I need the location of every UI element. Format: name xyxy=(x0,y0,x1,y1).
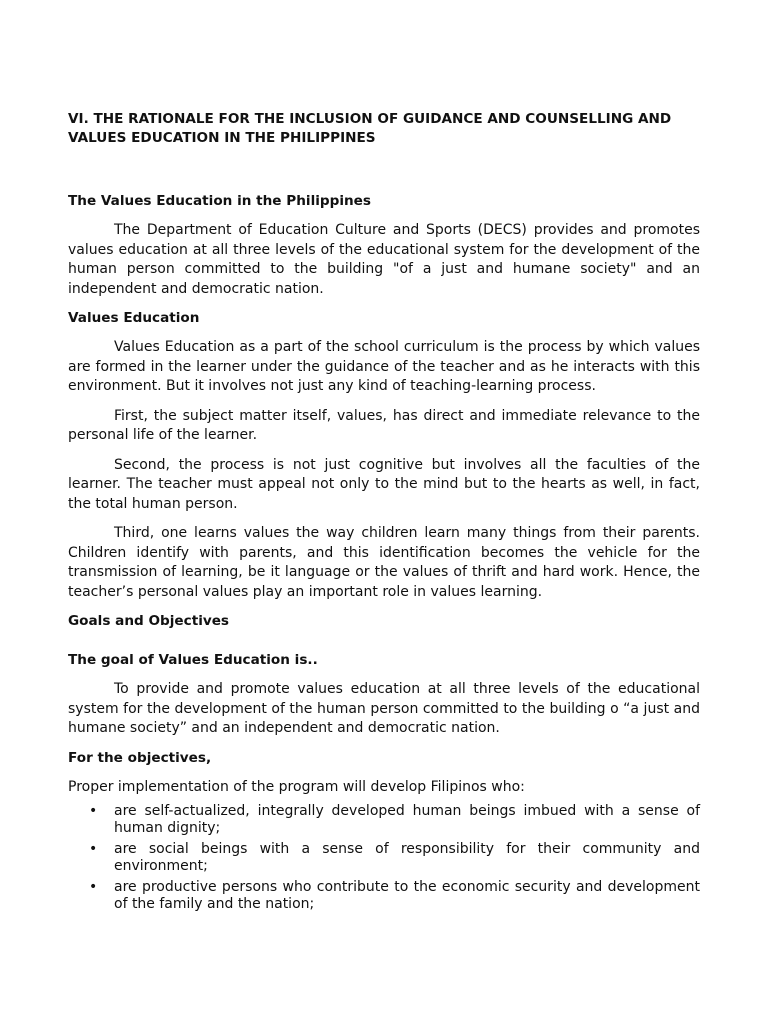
objectives-intro: Proper implementation of the program will develop Filipinos who: xyxy=(68,778,525,795)
list-item xyxy=(68,803,700,837)
list-item xyxy=(68,841,700,875)
list-item-text: are social beings with a sense of responsibility for their community and environment; xyxy=(114,841,700,874)
paragraph-goal: To provide and promote values education at all three levels of the educational system for the development of the human person committed to the building o “a just and humane society” and an independent and democratic nation. xyxy=(68,681,700,736)
goal-title: The goal of Values Education is.. xyxy=(68,652,318,668)
section-title-values-education-philippines: The Values Education in the Philippines xyxy=(68,193,371,209)
section-title-goals-objectives: Goals and Objectives xyxy=(68,613,230,629)
bullet-icon: • xyxy=(89,803,98,819)
paragraph-first: First, the subject matter itself, values, has direct and immediate relevance to the personal life of the learner. xyxy=(68,407,700,443)
paragraph-second: Second, the process is not just cognitive but involves all the faculties of the learner. The teacher must appeal not only to the mind but to the hearts as well, in fact, the total human person. xyxy=(68,456,700,512)
objectives-title: For the objectives, xyxy=(68,749,212,766)
list-item-text: are productive persons who contribute to the economic security and development of the family and the nation; xyxy=(114,879,700,912)
paragraph-decs: The Department of Education Culture and Sports (DECS) provides and promotes values education at all three levels of the educational system for the development of the human person committed to the building "of a just and humane society" and an independent and democratic nation. xyxy=(68,222,700,297)
paragraph-values-education-definition: Values Education as a part of the school curriculum is the process by which values are formed in the learner under the guidance of the teacher and as he interacts with this environment. But it involves not just any kind of teaching-learning process. xyxy=(68,339,700,394)
list-item xyxy=(68,879,700,913)
document-heading: VI. THE RATIONALE FOR THE INCLUSION OF GUIDANCE AND COUNSELLING AND VALUES EDUCATION IN THE PHILIPPINES xyxy=(68,111,672,146)
bullet-icon: • xyxy=(89,841,98,857)
paragraph-third: Third, one learns values the way children learn many things from their parents. Children identify with parents, and this identification becomes the vehicle for the transmission of learning, be it language or the values of thrift and hard work. Hence, the teacher’s personal values play an important role in values learning. xyxy=(68,525,700,600)
section-title-values-education: Values Education xyxy=(68,310,200,326)
bullet-icon: • xyxy=(89,879,98,895)
objectives-list xyxy=(68,803,700,913)
list-item-text: are self-actualized, integrally developed human beings imbued with a sense of human dignity; xyxy=(114,803,700,836)
